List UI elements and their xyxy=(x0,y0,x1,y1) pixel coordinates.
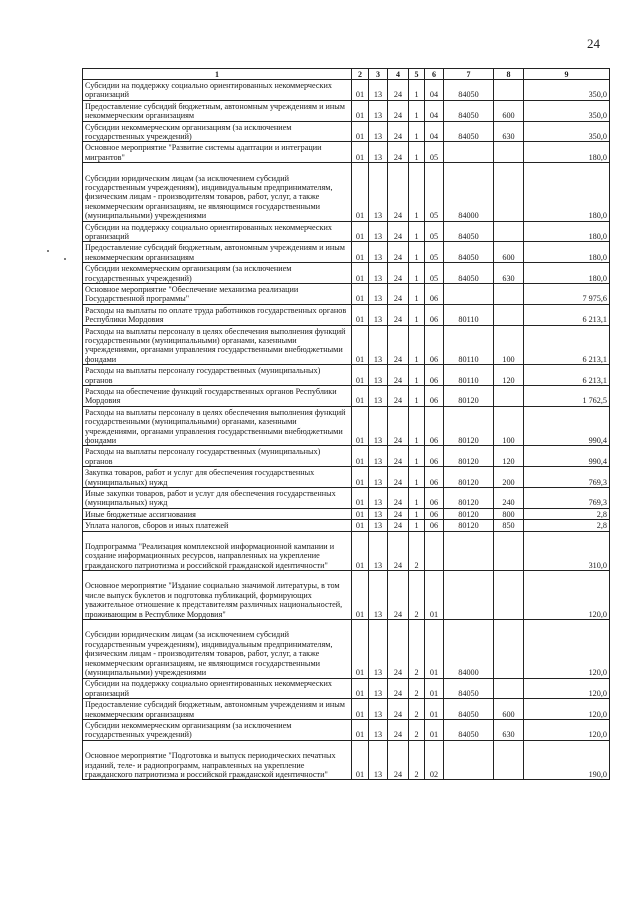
activity-code: 04 xyxy=(425,121,444,142)
table-row xyxy=(83,699,610,720)
scan-speck xyxy=(47,250,49,252)
subsection-code: 13 xyxy=(369,304,388,325)
direction-code xyxy=(444,571,494,620)
subsection-code: 13 xyxy=(369,520,388,531)
subprogram-code: 2 xyxy=(409,740,425,780)
table-row xyxy=(83,365,610,386)
column-header: 4 xyxy=(388,69,409,80)
amount-value: 120,0 xyxy=(524,720,610,741)
table-row xyxy=(83,242,610,263)
subprogram-code: 1 xyxy=(409,142,425,163)
subprogram-code: 2 xyxy=(409,531,425,571)
expense-type-code: 850 xyxy=(494,520,524,531)
direction-code: 84050 xyxy=(444,221,494,242)
row-name: Иные бюджетные ассигнования xyxy=(83,508,352,519)
row-name: Основное мероприятие "Издание социально значимой литературы, в том числе выпуск буклетов и подготовка публикаций, формирующих уважительное отношение к представителям различных национальностей, проживающим в Республике Мордовия" xyxy=(83,571,352,620)
program-code: 24 xyxy=(388,467,409,488)
section-code: 01 xyxy=(352,221,369,242)
section-code: 01 xyxy=(352,571,369,620)
expense-type-code: 630 xyxy=(494,720,524,741)
subsection-code: 13 xyxy=(369,467,388,488)
program-code: 24 xyxy=(388,263,409,284)
direction-code: 84000 xyxy=(444,620,494,678)
expense-type-code xyxy=(494,571,524,620)
subsection-code: 13 xyxy=(369,80,388,101)
program-code: 24 xyxy=(388,678,409,699)
activity-code: 05 xyxy=(425,142,444,163)
expense-type-code: 200 xyxy=(494,467,524,488)
row-name: Уплата налогов, сборов и иных платежей xyxy=(83,520,352,531)
table-row xyxy=(83,325,610,365)
amount-value: 7 975,6 xyxy=(524,283,610,304)
direction-code: 80120 xyxy=(444,406,494,446)
amount-value: 2,8 xyxy=(524,508,610,519)
row-name: Субсидии некоммерческим организациям (за исключением государственных учреждений) xyxy=(83,263,352,284)
program-code: 24 xyxy=(388,221,409,242)
subsection-code: 13 xyxy=(369,121,388,142)
section-code: 01 xyxy=(352,487,369,508)
expense-type-code: 100 xyxy=(494,325,524,365)
expense-type-code: 630 xyxy=(494,263,524,284)
amount-value: 769,3 xyxy=(524,487,610,508)
direction-code xyxy=(444,740,494,780)
row-name: Расходы на выплаты персоналу в целях обеспечения выполнения функций государственными (муниципальными) органами, казенными учреждениями, органами управления государственными внебюджетными фондами xyxy=(83,325,352,365)
section-code: 01 xyxy=(352,263,369,284)
subprogram-code: 1 xyxy=(409,221,425,242)
table-row xyxy=(83,487,610,508)
direction-code: 84050 xyxy=(444,242,494,263)
row-name: Основное мероприятие "Подготовка и выпуск периодических печатных изданий, теле- и радиопрограмм, направленных на укрепление гражданского патриотизма и российской гражданской идентичности" xyxy=(83,740,352,780)
table-row xyxy=(83,121,610,142)
activity-code: 06 xyxy=(425,283,444,304)
section-code: 01 xyxy=(352,283,369,304)
expense-type-code xyxy=(494,678,524,699)
section-code: 01 xyxy=(352,100,369,121)
program-code: 24 xyxy=(388,365,409,386)
expense-type-code xyxy=(494,142,524,163)
row-name: Субсидии юридическим лицам (за исключением субсидий государственным учреждениям), индивидуальным предпринимателям, физическим лицам - производителям товаров, работ, услуг, а также некоммерческим организациям, не являющимся государственными (муниципальными) учреждениями xyxy=(83,620,352,678)
program-code: 24 xyxy=(388,325,409,365)
section-code: 01 xyxy=(352,304,369,325)
program-code: 24 xyxy=(388,508,409,519)
subprogram-code: 2 xyxy=(409,620,425,678)
expense-type-code: 240 xyxy=(494,487,524,508)
direction-code xyxy=(444,283,494,304)
section-code: 01 xyxy=(352,385,369,406)
expense-type-code xyxy=(494,221,524,242)
program-code: 24 xyxy=(388,720,409,741)
amount-value: 180,0 xyxy=(524,221,610,242)
row-name: Расходы на выплаты персоналу государственных (муниципальных) органов xyxy=(83,446,352,467)
subprogram-code: 1 xyxy=(409,163,425,221)
activity-code: 01 xyxy=(425,571,444,620)
activity-code: 06 xyxy=(425,520,444,531)
column-header: 1 xyxy=(83,69,352,80)
section-code: 01 xyxy=(352,242,369,263)
expense-type-code: 120 xyxy=(494,446,524,467)
subsection-code: 13 xyxy=(369,720,388,741)
activity-code: 01 xyxy=(425,720,444,741)
table-row xyxy=(83,163,610,221)
row-name: Основное мероприятие "Развитие системы адаптации и интеграции мигрантов" xyxy=(83,142,352,163)
subsection-code: 13 xyxy=(369,699,388,720)
program-code: 24 xyxy=(388,242,409,263)
row-name: Субсидии некоммерческим организациям (за исключением государственных учреждений) xyxy=(83,720,352,741)
column-header: 6 xyxy=(425,69,444,80)
subsection-code: 13 xyxy=(369,385,388,406)
column-header: 2 xyxy=(352,69,369,80)
subsection-code: 13 xyxy=(369,142,388,163)
program-code: 24 xyxy=(388,121,409,142)
subprogram-code: 2 xyxy=(409,699,425,720)
subprogram-code: 1 xyxy=(409,385,425,406)
subprogram-code: 1 xyxy=(409,467,425,488)
expense-type-code xyxy=(494,283,524,304)
direction-code: 84050 xyxy=(444,80,494,101)
subprogram-code: 1 xyxy=(409,365,425,386)
amount-value: 120,0 xyxy=(524,571,610,620)
direction-code: 84050 xyxy=(444,678,494,699)
amount-value: 2,8 xyxy=(524,520,610,531)
row-name: Предоставление субсидий бюджетным, автономным учреждениям и иным некоммерческим организациям xyxy=(83,699,352,720)
amount-value: 120,0 xyxy=(524,699,610,720)
table-row xyxy=(83,467,610,488)
section-code: 01 xyxy=(352,142,369,163)
row-name: Субсидии на поддержку социально ориентированных некоммерческих организаций xyxy=(83,80,352,101)
subprogram-code: 1 xyxy=(409,283,425,304)
amount-value: 6 213,1 xyxy=(524,325,610,365)
program-code: 24 xyxy=(388,304,409,325)
activity-code: 05 xyxy=(425,242,444,263)
subsection-code: 13 xyxy=(369,446,388,467)
row-name: Расходы на выплаты персоналу государственных (муниципальных) органов xyxy=(83,365,352,386)
activity-code: 02 xyxy=(425,740,444,780)
amount-value: 6 213,1 xyxy=(524,304,610,325)
section-code: 01 xyxy=(352,80,369,101)
amount-value: 1 762,5 xyxy=(524,385,610,406)
program-code: 24 xyxy=(388,531,409,571)
row-name: Расходы на выплаты персоналу в целях обеспечения выполнения функций государственными (муниципальными) органами, казенными учреждениями, органами управления государственными внебюджетными фондами xyxy=(83,406,352,446)
row-name: Подпрограмма "Реализация комплексной информационной кампании и создание информационных ресурсов, направленных на укрепление гражданского патриотизма и российской гражданской идентичности" xyxy=(83,531,352,571)
direction-code: 84000 xyxy=(444,163,494,221)
activity-code: 04 xyxy=(425,80,444,101)
subsection-code: 13 xyxy=(369,740,388,780)
row-name: Расходы на выплаты по оплате труда работников государственных органов Республики Мордовия xyxy=(83,304,352,325)
program-code: 24 xyxy=(388,487,409,508)
section-code: 01 xyxy=(352,531,369,571)
subsection-code: 13 xyxy=(369,325,388,365)
budget-table xyxy=(82,68,610,780)
activity-code: 06 xyxy=(425,304,444,325)
activity-code: 01 xyxy=(425,620,444,678)
section-code: 01 xyxy=(352,446,369,467)
direction-code: 80110 xyxy=(444,304,494,325)
subsection-code: 13 xyxy=(369,678,388,699)
expense-type-code: 100 xyxy=(494,406,524,446)
direction-code: 80120 xyxy=(444,508,494,519)
column-header: 9 xyxy=(524,69,610,80)
direction-code: 80120 xyxy=(444,385,494,406)
program-code: 24 xyxy=(388,80,409,101)
amount-value: 180,0 xyxy=(524,263,610,284)
table-row xyxy=(83,508,610,519)
direction-code xyxy=(444,142,494,163)
expense-type-code: 600 xyxy=(494,242,524,263)
column-header: 3 xyxy=(369,69,388,80)
table-row xyxy=(83,620,610,678)
subsection-code: 13 xyxy=(369,163,388,221)
table-row xyxy=(83,406,610,446)
direction-code: 84050 xyxy=(444,100,494,121)
table-row xyxy=(83,678,610,699)
column-header: 7 xyxy=(444,69,494,80)
direction-code xyxy=(444,531,494,571)
page-number: 24 xyxy=(587,36,600,51)
row-name: Закупка товаров, работ и услуг для обеспечения государственных (муниципальных) нужд xyxy=(83,467,352,488)
activity-code: 01 xyxy=(425,678,444,699)
section-code: 01 xyxy=(352,365,369,386)
row-name: Предоставление субсидий бюджетным, автономным учреждениям и иным некоммерческим организациям xyxy=(83,242,352,263)
activity-code: 06 xyxy=(425,406,444,446)
scan-speck xyxy=(64,258,66,260)
table-row xyxy=(83,283,610,304)
program-code: 24 xyxy=(388,699,409,720)
direction-code: 84050 xyxy=(444,263,494,284)
activity-code: 01 xyxy=(425,699,444,720)
section-code: 01 xyxy=(352,699,369,720)
program-code: 24 xyxy=(388,283,409,304)
column-header: 5 xyxy=(409,69,425,80)
direction-code: 80120 xyxy=(444,487,494,508)
amount-value: 990,4 xyxy=(524,446,610,467)
amount-value: 6 213,1 xyxy=(524,365,610,386)
amount-value: 350,0 xyxy=(524,100,610,121)
subsection-code: 13 xyxy=(369,406,388,446)
subprogram-code: 1 xyxy=(409,100,425,121)
direction-code: 80120 xyxy=(444,520,494,531)
subsection-code: 13 xyxy=(369,100,388,121)
table-row xyxy=(83,263,610,284)
direction-code: 80110 xyxy=(444,325,494,365)
section-code: 01 xyxy=(352,678,369,699)
subprogram-code: 1 xyxy=(409,263,425,284)
subsection-code: 13 xyxy=(369,242,388,263)
program-code: 24 xyxy=(388,163,409,221)
subsection-code: 13 xyxy=(369,221,388,242)
section-code: 01 xyxy=(352,740,369,780)
expense-type-code: 600 xyxy=(494,100,524,121)
program-code: 24 xyxy=(388,385,409,406)
program-code: 24 xyxy=(388,100,409,121)
amount-value: 990,4 xyxy=(524,406,610,446)
direction-code: 84050 xyxy=(444,720,494,741)
expense-type-code xyxy=(494,163,524,221)
expense-type-code xyxy=(494,80,524,101)
subsection-code: 13 xyxy=(369,508,388,519)
table-row xyxy=(83,80,610,101)
subsection-code: 13 xyxy=(369,365,388,386)
subprogram-code: 2 xyxy=(409,720,425,741)
table-row xyxy=(83,720,610,741)
subprogram-code: 1 xyxy=(409,304,425,325)
activity-code: 04 xyxy=(425,100,444,121)
subsection-code: 13 xyxy=(369,571,388,620)
row-name: Субсидии некоммерческим организациям (за исключением государственных учреждений) xyxy=(83,121,352,142)
amount-value: 190,0 xyxy=(524,740,610,780)
subprogram-code: 1 xyxy=(409,406,425,446)
program-code: 24 xyxy=(388,446,409,467)
subprogram-code: 2 xyxy=(409,678,425,699)
activity-code: 06 xyxy=(425,487,444,508)
direction-code: 84050 xyxy=(444,699,494,720)
section-code: 01 xyxy=(352,163,369,221)
subprogram-code: 1 xyxy=(409,121,425,142)
table-body xyxy=(83,80,610,780)
table-row xyxy=(83,385,610,406)
activity-code: 06 xyxy=(425,467,444,488)
section-code: 01 xyxy=(352,406,369,446)
section-code: 01 xyxy=(352,325,369,365)
subprogram-code: 1 xyxy=(409,242,425,263)
subsection-code: 13 xyxy=(369,487,388,508)
expense-type-code xyxy=(494,620,524,678)
activity-code: 06 xyxy=(425,385,444,406)
expense-type-code xyxy=(494,304,524,325)
subprogram-code: 1 xyxy=(409,80,425,101)
table-row xyxy=(83,221,610,242)
activity-code: 06 xyxy=(425,446,444,467)
amount-value: 350,0 xyxy=(524,80,610,101)
program-code: 24 xyxy=(388,520,409,531)
direction-code: 84050 xyxy=(444,121,494,142)
direction-code: 80120 xyxy=(444,446,494,467)
row-name: Предоставление субсидий бюджетным, автономным учреждениям и иным некоммерческим организациям xyxy=(83,100,352,121)
amount-value: 120,0 xyxy=(524,678,610,699)
subprogram-code: 1 xyxy=(409,520,425,531)
table-row xyxy=(83,571,610,620)
direction-code: 80110 xyxy=(444,365,494,386)
section-code: 01 xyxy=(352,467,369,488)
amount-value: 769,3 xyxy=(524,467,610,488)
expense-type-code: 600 xyxy=(494,699,524,720)
amount-value: 350,0 xyxy=(524,121,610,142)
expense-type-code: 120 xyxy=(494,365,524,386)
table-row xyxy=(83,100,610,121)
activity-code: 05 xyxy=(425,263,444,284)
subprogram-code: 1 xyxy=(409,487,425,508)
table-row xyxy=(83,446,610,467)
program-code: 24 xyxy=(388,406,409,446)
subsection-code: 13 xyxy=(369,263,388,284)
program-code: 24 xyxy=(388,571,409,620)
program-code: 24 xyxy=(388,142,409,163)
table-row xyxy=(83,520,610,531)
section-code: 01 xyxy=(352,720,369,741)
table-row xyxy=(83,740,610,780)
amount-value: 180,0 xyxy=(524,142,610,163)
subprogram-code: 1 xyxy=(409,446,425,467)
table-row xyxy=(83,531,610,571)
activity-code: 05 xyxy=(425,221,444,242)
amount-value: 120,0 xyxy=(524,620,610,678)
program-code: 24 xyxy=(388,740,409,780)
activity-code xyxy=(425,531,444,571)
subprogram-code: 2 xyxy=(409,571,425,620)
activity-code: 06 xyxy=(425,508,444,519)
expense-type-code: 630 xyxy=(494,121,524,142)
direction-code: 80120 xyxy=(444,467,494,488)
row-name: Субсидии юридическим лицам (за исключением субсидий государственным учреждениям), индивидуальным предпринимателям, физическим лицам - производителям товаров, работ, услуг, а также некоммерческим организациям, не являющимся государственными (муниципальными) учреждениями xyxy=(83,163,352,221)
subprogram-code: 1 xyxy=(409,325,425,365)
subprogram-code: 1 xyxy=(409,508,425,519)
expense-type-code xyxy=(494,740,524,780)
amount-value: 180,0 xyxy=(524,163,610,221)
table-row xyxy=(83,142,610,163)
subsection-code: 13 xyxy=(369,620,388,678)
table-header-row xyxy=(83,69,610,80)
amount-value: 180,0 xyxy=(524,242,610,263)
row-name: Расходы на обеспечение функций государственных органов Республики Мордовия xyxy=(83,385,352,406)
section-code: 01 xyxy=(352,620,369,678)
amount-value: 310,0 xyxy=(524,531,610,571)
expense-type-code xyxy=(494,531,524,571)
row-name: Основное мероприятие "Обеспечение механизма реализации Государственной программы" xyxy=(83,283,352,304)
row-name: Субсидии на поддержку социально ориентированных некоммерческих организаций xyxy=(83,678,352,699)
activity-code: 06 xyxy=(425,325,444,365)
expense-type-code: 800 xyxy=(494,508,524,519)
row-name: Иные закупки товаров, работ и услуг для обеспечения государственных (муниципальных) нужд xyxy=(83,487,352,508)
expense-type-code xyxy=(494,385,524,406)
section-code: 01 xyxy=(352,121,369,142)
row-name: Субсидии на поддержку социально ориентированных некоммерческих организаций xyxy=(83,221,352,242)
activity-code: 05 xyxy=(425,163,444,221)
subsection-code: 13 xyxy=(369,283,388,304)
activity-code: 06 xyxy=(425,365,444,386)
subsection-code: 13 xyxy=(369,531,388,571)
column-header: 8 xyxy=(494,69,524,80)
section-code: 01 xyxy=(352,520,369,531)
table-row xyxy=(83,304,610,325)
program-code: 24 xyxy=(388,620,409,678)
section-code: 01 xyxy=(352,508,369,519)
